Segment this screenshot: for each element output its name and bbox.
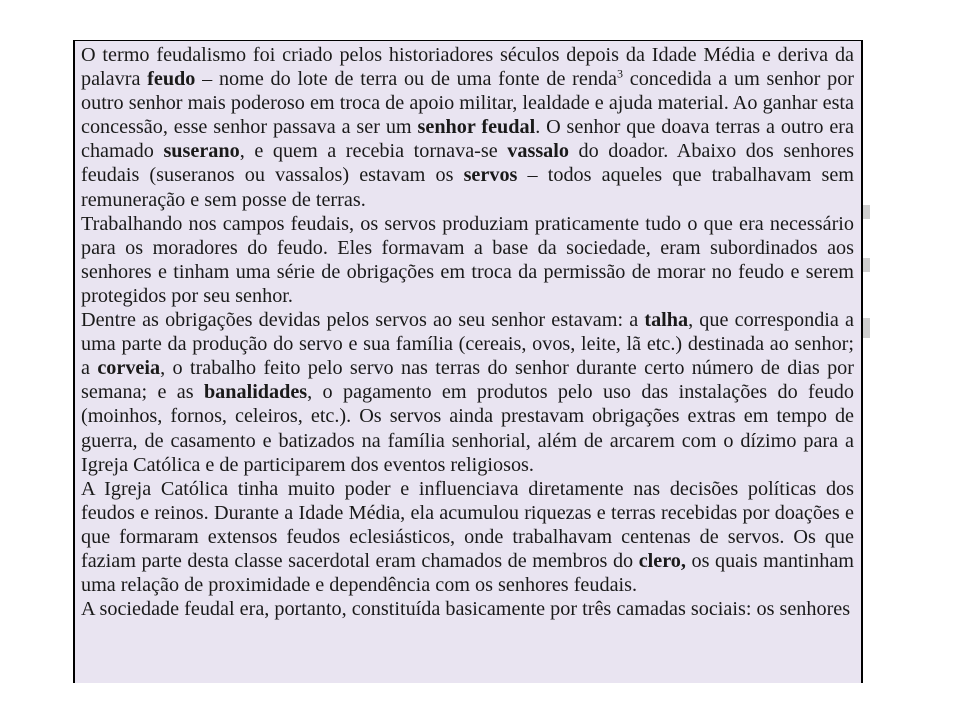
paragraph bbox=[81, 212, 854, 308]
text-run: Dentre as obrigações devidas pelos servos ao seu senhor estavam: a bbox=[81, 309, 645, 332]
text-run: . O senhor que doava terras a outro era chamado bbox=[81, 116, 854, 163]
text-run: – todos aqueles que trabalhavam sem remuneração e sem posse de terras. bbox=[81, 164, 854, 211]
bold-term: talha bbox=[644, 309, 689, 332]
bold-term: corveia bbox=[97, 357, 161, 380]
bold-term: banalidades bbox=[203, 381, 308, 404]
text-run: O termo feudalismo foi criado pelos historiadores séculos depois da Idade Média e deriva da palavra bbox=[81, 44, 854, 91]
footnote-marker: 3 bbox=[617, 66, 624, 81]
background-artifact bbox=[862, 205, 870, 219]
bold-term: suserano bbox=[163, 140, 240, 163]
text-run: , e quem a recebia tornava-se bbox=[239, 140, 508, 163]
text-run: , o trabalho feito pelo servo nas terras do senhor durante certo número de dias por semana; e as bbox=[81, 357, 854, 404]
background-artifact bbox=[862, 258, 870, 272]
text-run: , o pagamento em produtos pelo uso das instalações do feudo (moinhos, fornos, celeiros, etc.). Os servos ainda prestavam obrigações extras em tempo de guerra, de casamento e batizados na família senhorial, além de arcarem com o dízimo para a Igreja Católica e de participarem dos eventos religiosos. bbox=[81, 381, 854, 476]
paragraph bbox=[81, 597, 854, 621]
text-run: A sociedade feudal era, portanto, constituída basicamente por três camadas sociais: os senhores bbox=[81, 598, 851, 621]
bold-term: vassalo bbox=[507, 140, 569, 163]
paragraph bbox=[81, 477, 854, 597]
text-run: do doador. Abaixo dos senhores feudais (suseranos ou vassalos) estavam os bbox=[81, 140, 854, 187]
text-run: concedida a um senhor por outro senhor mais poderoso em troca de apoio militar, lealdade e ajuda material. Ao ganhar esta concessão, esse senhor passava a ser um bbox=[81, 68, 855, 139]
background-artifact bbox=[862, 318, 870, 338]
text-run: – nome do lote de terra ou de uma fonte de renda bbox=[195, 68, 618, 91]
text-run: Trabalhando nos campos feudais, os servos produziam praticamente tudo o que era necessário para os moradores do feudo. Eles formavam a base da sociedade, eram subordinados aos senhores e tinham uma série de obrigações em troca da permissão de morar no feudo e serem protegidos por seu senhor. bbox=[81, 212, 854, 307]
text-run: A Igreja Católica tinha muito poder e influenciava diretamente nas decisões políticas dos feudos e reinos. Durante a Idade Média, ela acumulou riquezas e terras recebidas por doações e que formaram extensos feudos eclesiásticos, onde trabalhavam centenas de servos. Os que faziam parte desta classe sacerdotal eram chamados de membros do bbox=[81, 477, 854, 572]
bold-term: clero, bbox=[638, 549, 686, 572]
paragraph bbox=[81, 43, 854, 212]
bold-term: senhor feudal bbox=[417, 116, 536, 139]
bold-term: feudo bbox=[147, 68, 196, 91]
paragraph bbox=[81, 308, 854, 477]
text-run: os quais mantinham uma relação de proximidade e dependência com os senhores feudais. bbox=[81, 549, 854, 597]
text-run: , que correspondia a uma parte da produção do servo e sua família (cereais, ovos, leite, lã etc.) destinada ao senhor; a bbox=[81, 309, 854, 380]
bold-term: servos bbox=[463, 164, 518, 187]
document-body bbox=[81, 43, 854, 621]
scanned-text-excerpt bbox=[73, 40, 863, 683]
